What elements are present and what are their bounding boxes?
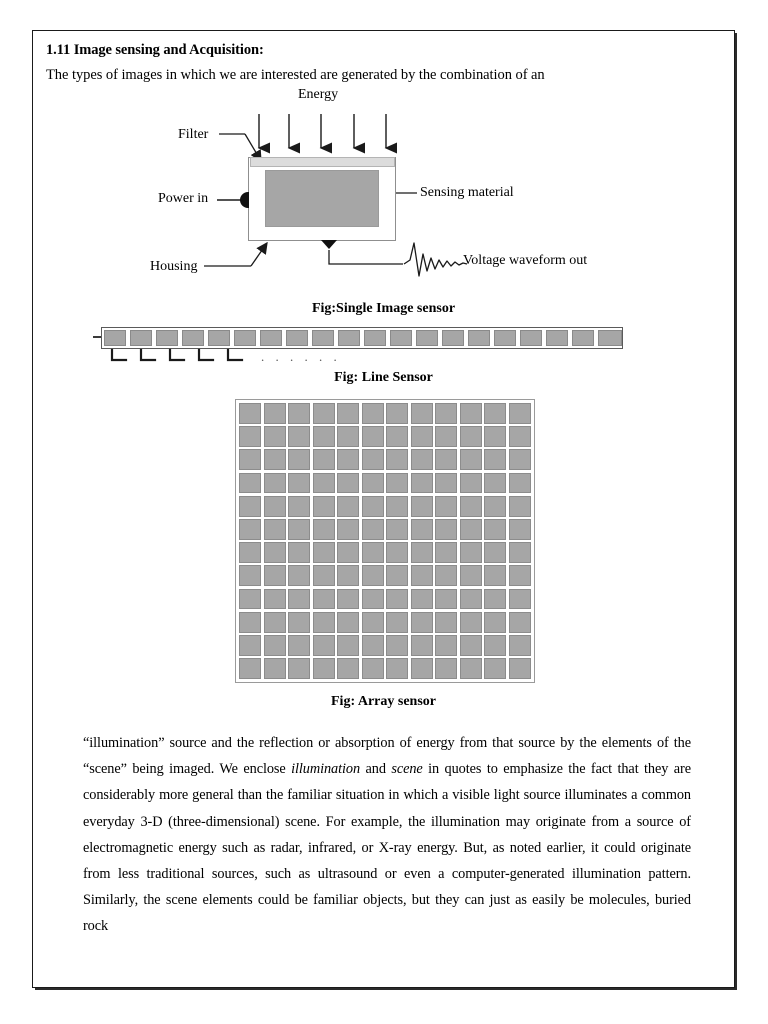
array-sensor-cell bbox=[313, 612, 335, 633]
array-sensor-cell bbox=[362, 519, 384, 540]
array-sensor-cell bbox=[509, 403, 531, 424]
array-sensor-cell bbox=[362, 658, 384, 679]
array-sensor-cell bbox=[362, 635, 384, 656]
array-sensor-cell bbox=[239, 589, 261, 610]
array-sensor-cell bbox=[386, 449, 408, 470]
array-sensor-cell bbox=[386, 635, 408, 656]
array-sensor-cell bbox=[313, 658, 335, 679]
array-sensor-cell bbox=[411, 658, 433, 679]
sensor-filter-bar bbox=[250, 157, 395, 167]
voltage-waveform-icon bbox=[404, 243, 467, 276]
array-sensor-cell bbox=[460, 635, 482, 656]
array-sensor-cell bbox=[386, 565, 408, 586]
array-sensor-cell bbox=[288, 473, 310, 494]
array-sensor-cell bbox=[313, 449, 335, 470]
array-sensor-cell bbox=[337, 519, 359, 540]
array-sensor-cell bbox=[264, 449, 286, 470]
array-sensor-cell bbox=[362, 565, 384, 586]
array-sensor-cell bbox=[386, 589, 408, 610]
array-sensor-cell bbox=[509, 658, 531, 679]
array-sensor-cell bbox=[239, 635, 261, 656]
array-sensor-cell bbox=[264, 589, 286, 610]
array-sensor-cell bbox=[411, 403, 433, 424]
body-text-run: and bbox=[360, 761, 392, 778]
array-sensor-cell bbox=[386, 542, 408, 563]
array-sensor-cell bbox=[362, 426, 384, 447]
array-sensor-cell bbox=[460, 612, 482, 633]
array-sensor-cell bbox=[288, 449, 310, 470]
array-sensor-cell bbox=[264, 635, 286, 656]
sensing-material-rect bbox=[265, 170, 379, 227]
array-sensor-cell bbox=[386, 519, 408, 540]
array-sensor-cell bbox=[313, 589, 335, 610]
array-sensor-cell bbox=[288, 426, 310, 447]
array-sensor-cell bbox=[435, 473, 457, 494]
array-sensor-cell bbox=[435, 658, 457, 679]
array-sensor-cell bbox=[313, 473, 335, 494]
array-sensor-cell bbox=[484, 519, 506, 540]
array-sensor-cell bbox=[313, 519, 335, 540]
array-sensor-cell bbox=[509, 542, 531, 563]
array-sensor-cell bbox=[239, 403, 261, 424]
voltage-waveform-label: Voltage waveform out bbox=[463, 253, 588, 268]
array-sensor-cell bbox=[484, 542, 506, 563]
array-sensor-cell bbox=[484, 612, 506, 633]
array-sensor-cell bbox=[460, 519, 482, 540]
array-sensor-cell bbox=[435, 612, 457, 633]
array-sensor-cell bbox=[460, 658, 482, 679]
energy-arrows bbox=[259, 114, 386, 148]
array-sensor-cell bbox=[435, 589, 457, 610]
array-sensor-cell bbox=[264, 496, 286, 517]
array-sensor-cell bbox=[337, 473, 359, 494]
body-text-run: “illumination” source and the reflection or absorption of energy from that source by the elements of the “scene” being imaged. We enclose bbox=[83, 735, 691, 778]
array-sensor-cell bbox=[411, 589, 433, 610]
voltage-output-wire bbox=[329, 250, 403, 264]
figure-caption-line-sensor: Fig: Line Sensor bbox=[334, 370, 433, 385]
line-sensor-figure bbox=[33, 327, 736, 369]
array-sensor-cell bbox=[337, 612, 359, 633]
array-sensor-grid bbox=[239, 403, 531, 679]
array-sensor-cell bbox=[362, 449, 384, 470]
array-sensor-cell bbox=[435, 403, 457, 424]
array-sensor-cell bbox=[435, 542, 457, 563]
array-sensor-cell bbox=[411, 565, 433, 586]
body-text-run: in quotes to emphasize the fact that they are considerably more general than the familiar situation in which a visible light source illuminates a common everyday 3-D (three-dimensional) scene. For example, the illumination may originate from a source of electromagnetic energy such as radar, infrared, or X-ray energy. But, as noted earlier, it could originate from less traditional sources, such as ultrasound or even a computer-generated illumination pattern. Similarly, the scene elements could be familiar objects, but they can just as easily be molecules, buried rock bbox=[83, 761, 691, 934]
line-sensor-tabs bbox=[112, 350, 242, 360]
array-sensor-cell bbox=[435, 496, 457, 517]
array-sensor-cell bbox=[264, 519, 286, 540]
array-sensor-cell bbox=[337, 449, 359, 470]
body-paragraph bbox=[83, 730, 691, 939]
array-sensor-cell bbox=[264, 542, 286, 563]
array-sensor-cell bbox=[239, 542, 261, 563]
energy-label: Energy bbox=[298, 87, 339, 102]
array-sensor-cell bbox=[411, 426, 433, 447]
array-sensor-cell bbox=[484, 565, 506, 586]
array-sensor-cell bbox=[288, 403, 310, 424]
output-connector-icon bbox=[321, 240, 337, 249]
array-sensor-cell bbox=[411, 635, 433, 656]
figure-caption-single-sensor: Fig:Single Image sensor bbox=[311, 301, 456, 316]
array-sensor-cell bbox=[435, 426, 457, 447]
array-sensor-cell bbox=[313, 496, 335, 517]
array-sensor-cell bbox=[484, 426, 506, 447]
array-sensor-cell bbox=[411, 473, 433, 494]
array-sensor-cell bbox=[484, 403, 506, 424]
array-sensor-cell bbox=[509, 496, 531, 517]
array-sensor-cell bbox=[460, 449, 482, 470]
housing-leader-line bbox=[204, 243, 267, 266]
emphasized-term: illumination bbox=[291, 761, 361, 778]
array-sensor-cell bbox=[460, 473, 482, 494]
array-sensor-cell bbox=[460, 496, 482, 517]
array-sensor-cell bbox=[337, 426, 359, 447]
array-sensor-cell bbox=[239, 473, 261, 494]
array-sensor-cell bbox=[288, 519, 310, 540]
array-sensor-cell bbox=[484, 496, 506, 517]
array-sensor-cell bbox=[484, 589, 506, 610]
array-sensor-cell bbox=[239, 449, 261, 470]
emphasized-term: scene bbox=[391, 761, 423, 778]
array-sensor-cell bbox=[435, 635, 457, 656]
array-sensor-cell bbox=[313, 403, 335, 424]
array-sensor-cell bbox=[337, 658, 359, 679]
array-sensor-cell bbox=[386, 426, 408, 447]
array-sensor-cell bbox=[362, 403, 384, 424]
array-sensor-cell bbox=[313, 565, 335, 586]
array-sensor-cell bbox=[509, 519, 531, 540]
array-sensor-cell bbox=[435, 519, 457, 540]
page-title: 1.11 Image sensing and Acquisition: bbox=[46, 42, 264, 58]
array-sensor-cell bbox=[460, 426, 482, 447]
array-sensor-figure bbox=[235, 399, 535, 683]
array-sensor-cell bbox=[460, 403, 482, 424]
array-sensor-cell bbox=[411, 542, 433, 563]
array-sensor-cell bbox=[411, 496, 433, 517]
array-sensor-cell bbox=[509, 426, 531, 447]
array-sensor-cell bbox=[288, 635, 310, 656]
array-sensor-cell bbox=[288, 658, 310, 679]
array-sensor-cell bbox=[337, 589, 359, 610]
array-sensor-cell bbox=[288, 496, 310, 517]
array-sensor-cell bbox=[264, 565, 286, 586]
power-in-label: Power in bbox=[158, 191, 209, 206]
array-sensor-cell bbox=[411, 519, 433, 540]
array-sensor-cell bbox=[484, 635, 506, 656]
array-sensor-cell bbox=[313, 635, 335, 656]
array-sensor-cell bbox=[484, 658, 506, 679]
array-sensor-cell bbox=[239, 519, 261, 540]
sensing-material-label: Sensing material bbox=[420, 185, 514, 200]
array-sensor-cell bbox=[264, 473, 286, 494]
array-sensor-cell bbox=[460, 542, 482, 563]
array-sensor-cell bbox=[337, 403, 359, 424]
array-sensor-cell bbox=[362, 542, 384, 563]
array-sensor-cell bbox=[313, 542, 335, 563]
array-sensor-cell bbox=[337, 496, 359, 517]
array-sensor-cell bbox=[288, 565, 310, 586]
array-sensor-cell bbox=[337, 635, 359, 656]
line-sensor-tabs-layer bbox=[33, 327, 736, 369]
array-sensor-cell bbox=[509, 565, 531, 586]
array-sensor-cell bbox=[264, 612, 286, 633]
array-sensor-cell bbox=[337, 542, 359, 563]
array-sensor-cell bbox=[239, 612, 261, 633]
array-sensor-cell bbox=[362, 612, 384, 633]
array-sensor-cell bbox=[435, 565, 457, 586]
array-sensor-cell bbox=[362, 496, 384, 517]
array-sensor-cell bbox=[362, 473, 384, 494]
filter-label: Filter bbox=[178, 127, 209, 142]
array-sensor-cell bbox=[386, 473, 408, 494]
array-sensor-cell bbox=[239, 565, 261, 586]
array-sensor-cell bbox=[509, 473, 531, 494]
array-sensor-cell bbox=[435, 449, 457, 470]
array-sensor-cell bbox=[239, 426, 261, 447]
array-sensor-cell bbox=[509, 612, 531, 633]
array-sensor-cell bbox=[509, 449, 531, 470]
array-sensor-cell bbox=[484, 449, 506, 470]
array-sensor-cell bbox=[484, 473, 506, 494]
array-sensor-cell bbox=[288, 589, 310, 610]
power-connector-icon bbox=[240, 192, 249, 208]
page-border bbox=[32, 30, 735, 988]
array-sensor-cell bbox=[264, 426, 286, 447]
array-sensor-cell bbox=[313, 426, 335, 447]
single-image-sensor-figure bbox=[33, 31, 736, 296]
array-sensor-cell bbox=[411, 612, 433, 633]
figure-caption-array-sensor: Fig: Array sensor bbox=[331, 694, 436, 709]
housing-label: Housing bbox=[150, 259, 198, 274]
array-sensor-cell bbox=[460, 565, 482, 586]
array-sensor-cell bbox=[386, 612, 408, 633]
array-sensor-cell bbox=[509, 589, 531, 610]
array-sensor-cell bbox=[337, 565, 359, 586]
array-sensor-cell bbox=[264, 403, 286, 424]
array-sensor-cell bbox=[264, 658, 286, 679]
array-sensor-cell bbox=[288, 612, 310, 633]
array-sensor-cell bbox=[239, 658, 261, 679]
array-sensor-cell bbox=[460, 589, 482, 610]
array-sensor-cell bbox=[386, 496, 408, 517]
line-sensor-ellipsis: . . . . . . bbox=[261, 349, 341, 364]
array-sensor-cell bbox=[386, 658, 408, 679]
array-sensor-cell bbox=[362, 589, 384, 610]
array-sensor-cell bbox=[411, 449, 433, 470]
array-sensor-cell bbox=[509, 635, 531, 656]
array-sensor-cell bbox=[239, 496, 261, 517]
intro-paragraph: The types of images in which we are interested are generated by the combination of an bbox=[46, 67, 545, 83]
array-sensor-cell bbox=[386, 403, 408, 424]
array-sensor-cell bbox=[288, 542, 310, 563]
